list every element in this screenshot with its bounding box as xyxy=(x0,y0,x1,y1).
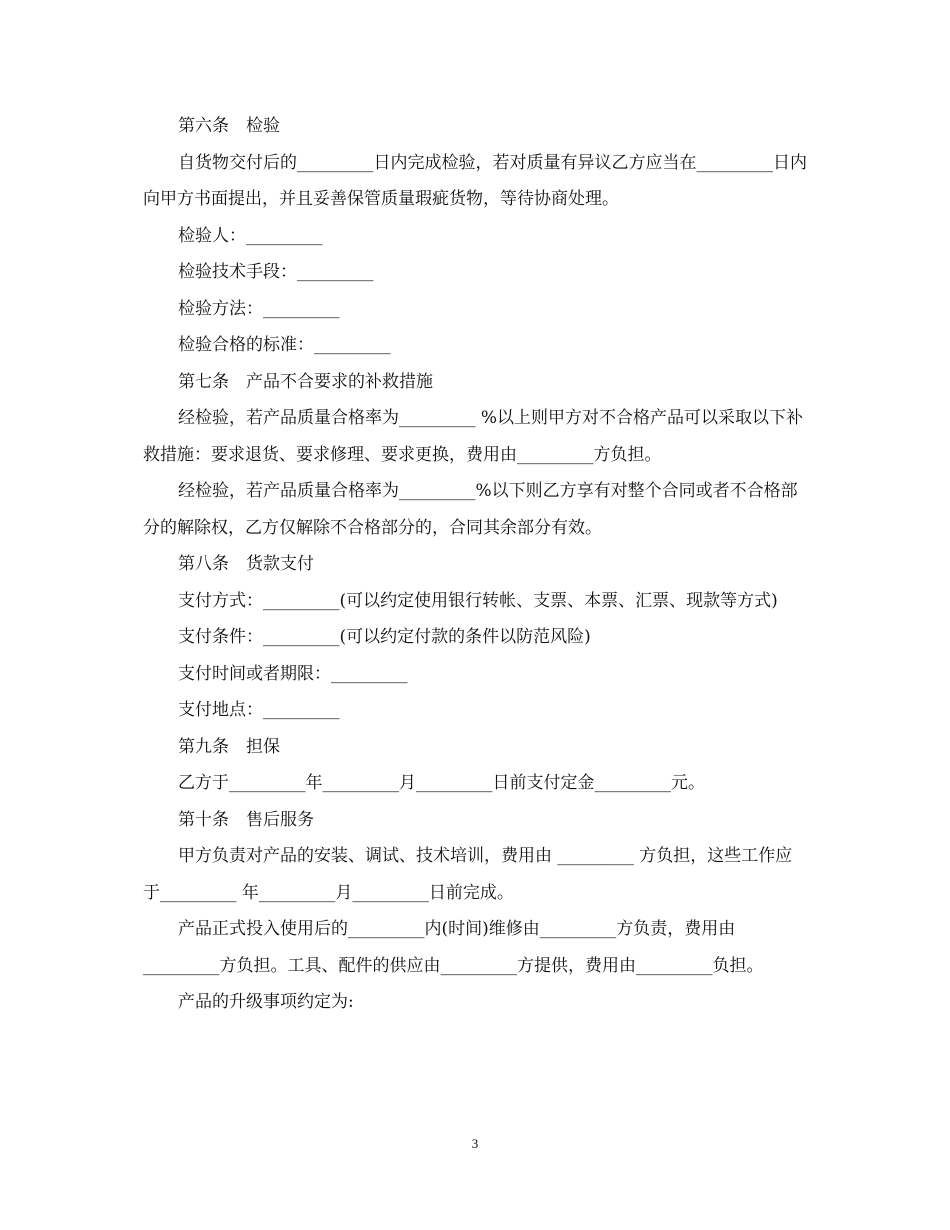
article-10-heading: 第十条 售后服务 xyxy=(178,809,314,830)
article-7-heading: 第七条 产品不合要求的补救措施 xyxy=(178,371,433,392)
payment-time-line: 支付时间或者期限：_________ xyxy=(178,663,408,684)
maintenance-paragraph: 产品正式投入使用后的_________内(时间)维修由_________方负责，费用由_________方负担。工具、配件的供应由_________方提供，费用由_________负担。 xyxy=(143,919,764,976)
remedy-below-rate-paragraph: 经检验，若产品质量合格率为_________%以下则乙方享有对整个合同或者不合格部分的解除权，乙方仅解除不合格部分的，合同其余部分有效。 xyxy=(143,481,798,538)
article-9-heading: 第九条 担保 xyxy=(178,736,280,757)
inspection-period-paragraph: 自货物交付后的_________日内完成检验，若对质量有异议乙方应当在_________日内向甲方书面提出，并且妥善保管质量瑕疵货物，等待协商处理。 xyxy=(143,152,807,209)
inspection-technique-line: 检验技术手段：_________ xyxy=(178,262,374,282)
installation-training-paragraph: 甲方负责对产品的安装、调试、技术培训，费用由 _________ 方负担，这些工作应于_________ 年_________月_________日前完成。 xyxy=(143,846,793,903)
inspection-method-line: 检验方法：_________ xyxy=(178,298,340,319)
payment-place-line: 支付地点：_________ xyxy=(178,700,340,720)
remedy-above-rate-paragraph: 经检验，若产品质量合格率为_________ %以上则甲方对不合格产品可以采取以下补救措施：要求退货、要求修理、要求更换，费用由_________方负担。 xyxy=(143,408,804,465)
page-number: 3 xyxy=(471,1136,479,1151)
payment-condition-line: 支付条件：_________(可以约定付款的条件以防范风险) xyxy=(178,627,591,647)
upgrade-line: 产品的升级事项约定为: xyxy=(178,992,354,1012)
deposit-line: 乙方于_________年_________月_________日前支付定金_________元。 xyxy=(178,773,705,793)
article-6-heading: 第六条 检验 xyxy=(178,116,280,136)
inspection-standard-line: 检验合格的标准：_________ xyxy=(178,335,391,355)
document-body xyxy=(143,108,807,1021)
article-8-heading: 第八条 货款支付 xyxy=(178,554,314,574)
inspector-line: 检验人：_________ xyxy=(178,225,323,246)
payment-method-line: 支付方式：_________(可以约定使用银行转帐、支票、本票、汇票、现款等方式) xyxy=(178,590,778,611)
